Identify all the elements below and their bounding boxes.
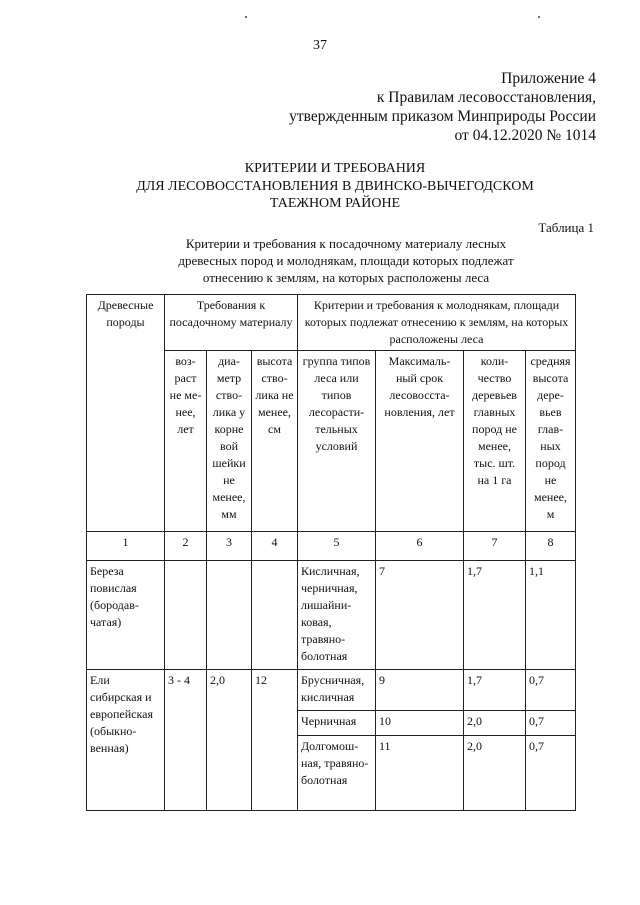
appendix-line-3: утвержденным приказом Минприроды России bbox=[289, 108, 596, 125]
spruce-avg-height-3: 0,7 bbox=[526, 736, 576, 811]
spruce-max-term-2: 10 bbox=[376, 711, 464, 736]
subheader-forest-type: группа типов леса или типов лесорасти-тельных условий bbox=[298, 351, 376, 532]
column-number: 5 bbox=[298, 532, 376, 561]
spruce-max-term-3: 11 bbox=[376, 736, 464, 811]
spruce-age: 3 - 4 bbox=[165, 670, 207, 811]
appendix-line-1: Приложение 4 bbox=[501, 70, 596, 87]
subheader-avg-height: средняя высота дере-вьев глав-ных пород не менее, м bbox=[526, 351, 576, 532]
spruce-stem-height: 12 bbox=[252, 670, 298, 811]
table-caption bbox=[160, 235, 532, 286]
table-row-birch bbox=[87, 561, 576, 670]
title-line-2: ДЛЯ ЛЕСОВОССТАНОВЛЕНИЯ В ДВИНСКО-ВЫЧЕГОДСКОМ bbox=[136, 178, 534, 194]
column-number: 6 bbox=[376, 532, 464, 561]
scan-speck bbox=[245, 16, 247, 18]
spruce-avg-height-2: 0,7 bbox=[526, 711, 576, 736]
subheader-tree-count: коли-чество деревьев главных пород не менее, тыс. шт. на 1 га bbox=[464, 351, 526, 532]
scan-speck bbox=[538, 16, 540, 18]
spruce-forest-type-1: Брусничная, кисличная bbox=[298, 670, 376, 711]
title-line-1: КРИТЕРИИ И ТРЕБОВАНИЯ bbox=[244, 161, 426, 176]
column-number: 3 bbox=[207, 532, 252, 561]
column-number: 2 bbox=[165, 532, 207, 561]
page-number: 37 bbox=[313, 38, 327, 53]
spruce-tree-count-3: 2,0 bbox=[464, 736, 526, 811]
column-number: 1 bbox=[87, 532, 165, 561]
species-spruce: Ели сибирская и европейская (обыкно-венная) bbox=[87, 670, 165, 811]
birch-avg-height: 1,1 bbox=[526, 561, 576, 670]
document-title bbox=[110, 160, 560, 213]
empty-cell bbox=[207, 561, 252, 670]
header-young-stands: Критерии и требования к молоднякам, площади которых подлежат отнесению к землям, на которых расположены леса bbox=[298, 295, 576, 351]
spruce-max-term-1: 9 bbox=[376, 670, 464, 711]
empty-cell bbox=[252, 561, 298, 670]
subheader-stem-height: высота ство-лика не менее, см bbox=[252, 351, 298, 532]
spruce-diameter: 2,0 bbox=[207, 670, 252, 811]
birch-max-term: 7 bbox=[376, 561, 464, 670]
empty-cell bbox=[165, 561, 207, 670]
table-row-spruce-1 bbox=[87, 670, 576, 711]
subheader-age: воз-раст не ме-нее, лет bbox=[165, 351, 207, 532]
spruce-tree-count-1: 1,7 bbox=[464, 670, 526, 711]
subheader-diameter: диа-метр ство-лика у корне вой шейки не менее, мм bbox=[207, 351, 252, 532]
spruce-forest-type-3: Долгомош-ная, травяно-болотная bbox=[298, 736, 376, 811]
caption-line-2: древесных пород и молоднякам, площади которых подлежат bbox=[178, 253, 514, 268]
header-species: Древесные породы bbox=[87, 295, 165, 532]
criteria-table bbox=[86, 294, 576, 811]
subheader-max-term: Максималь-ный срок лесовосста-новления, лет bbox=[376, 351, 464, 532]
caption-line-1: Критерии и требования к посадочному материалу лесных bbox=[185, 236, 507, 251]
column-number: 7 bbox=[464, 532, 526, 561]
header-planting-material: Требования к посадочному материалу bbox=[165, 295, 298, 351]
column-number: 4 bbox=[252, 532, 298, 561]
species-birch: Береза повислая (бородав-чатая) bbox=[87, 561, 165, 670]
table-label: Таблица 1 bbox=[538, 220, 594, 235]
spruce-forest-type-2: Черничная bbox=[298, 711, 376, 736]
appendix-header bbox=[289, 69, 596, 145]
appendix-line-4: от 04.12.2020 № 1014 bbox=[454, 127, 596, 144]
birch-forest-type: Кисличная, черничная, лишайни-ковая, травяно-болотная bbox=[298, 561, 376, 670]
column-numbers-row bbox=[87, 532, 576, 561]
appendix-line-2: к Правилам лесовосстановления, bbox=[376, 89, 596, 106]
spruce-tree-count-2: 2,0 bbox=[464, 711, 526, 736]
spruce-avg-height-1: 0,7 bbox=[526, 670, 576, 711]
title-line-3: ТАЕЖНОМ РАЙОНЕ bbox=[269, 196, 401, 211]
column-number: 8 bbox=[526, 532, 576, 561]
header-row-main bbox=[87, 295, 576, 351]
caption-line-3: отнесению к землям, на которых расположены леса bbox=[202, 270, 490, 285]
birch-tree-count: 1,7 bbox=[464, 561, 526, 670]
